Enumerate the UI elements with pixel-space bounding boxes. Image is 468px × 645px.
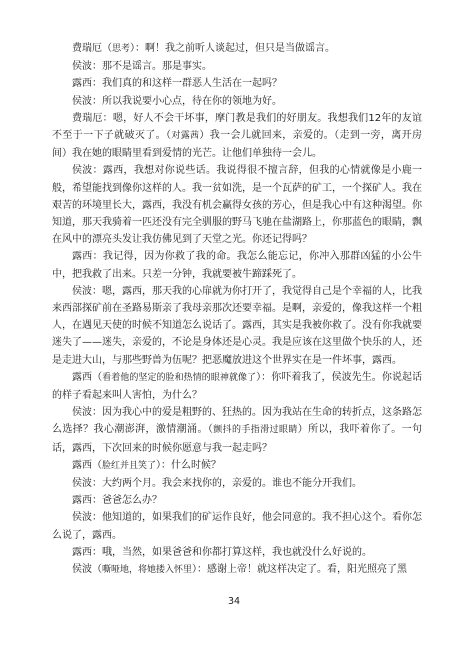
stage-direction: 对露茜 [171,131,200,142]
dialogue-paragraph [52,457,422,475]
dialogue-paragraph [52,93,422,110]
dialogue-text: 侯波：他知道的，如果我们的矿运作良好，他会同意的。我不担心这个。看你怎么说了，露西。 [52,512,422,541]
dialogue-paragraph [52,110,422,163]
stage-direction: 看着他的坚定的脸和热情的眼神就像了 [102,372,257,383]
dialogue-text: 侯波：露西，我想对你说些话。我说得很不擅言辞，但我的心情就像是小鹿一般，希望能找到像你这样的人。我一贫如洗，是一个瓦萨的矿工，一个探矿人。我在艰苦的环境里长大，露西，我没有机会赢得女孩的芳心，但是我心中有这种渴望。你知道，那天我骑着一匹还没有完全驯服的野马飞驰在盐湖路上，你那蓝色的眼睛，飘在风中的漂亮头发让我仿佛见到了天堂之光。你还记得吗？ [52,165,422,246]
dialogue-text: ）所以，我吓着你了。一句话，露西，下次回来的时候你愿意与我一起走吗？ [52,424,422,454]
dialogue-text: ）：什么时候？ [156,459,222,471]
dialogue-text: 侯波：嗯，露西，那天我的心扉就为你打开了，我觉得自己是个幸福的人，比我来西部探矿前在圣路易斯亲了我母亲那次还要幸福。是啊，亲爱的，像我这样一个粗人，在遇见天使的时候不知道怎么说话了。露西，其实是我被你救了。没有你我就要迷失了——迷失，亲爱的，不论是身体还是心灵。我是应该在这里做个快乐的人，还是走进大山，与那些野兽为伍呢？把恶魔放进这个世界实在是一件坏事，露西。 [52,285,422,366]
dialogue-text: ）我一会儿就回来，亲爱的。（走到一旁，离开房间）我在她的眼睛里看到爱情的光芒。让他们单独待一会儿。 [52,130,422,160]
dialogue-paragraph [52,75,422,92]
dialogue-paragraph [52,561,422,579]
dialogue-text: 侯波：所以我说要小心点，待在你的领地为好。 [72,95,282,107]
dialogue-text: 费瑞厄：嗯，好人不会干坏事，摩门教是我们的好朋友。我想我们12年的友谊不至于一下子就破灭了。（ [52,112,422,142]
page-number: 34 [227,596,241,607]
dialogue-text: 露西（ [72,371,103,383]
dialogue-paragraph [52,283,422,369]
dialogue-text: 侯波：因为我心中的爱是粗野的、狂热的。因为我站在生命的转折点，这条路怎么选择？我心潮澎湃，激情潮涌。（ [52,407,422,436]
stage-direction: 脸红并且笑了 [102,460,157,471]
dialogue-text: 露西：我们真的和这样一群恶人生活在一起吗？ [72,78,282,90]
dialogue-paragraph [52,509,422,543]
script-text [52,40,422,579]
dialogue-text: 露西：我记得，因为你救了我的命。我怎么能忘记，你冲入那群凶猛的小公牛中，把我救了出来。只差一分钟，我就要被牛蹄踩死了。 [52,251,422,280]
dialogue-text: 露西：哦，当然，如果爸爸和你都打算这样，我也就没什么好说的。 [72,546,372,558]
dialogue-text: 露西：爸爸怎么办？ [72,495,162,507]
dialogue-text: ）：啊！我之前听人谈起过，但只是当做谣言。 [130,43,336,54]
dialogue-paragraph [52,369,422,404]
dialogue-text: 侯波（ [72,564,102,576]
dialogue-text: 侯波：那不是谣言。那是事实。 [72,61,212,73]
dialogue-text: 露西（ [72,459,102,471]
dialogue-paragraph [52,475,422,492]
stage-direction: 嘶哑地，将她搂入怀里 [102,565,193,576]
dialogue-paragraph [52,248,422,282]
dialogue-paragraph [52,58,422,75]
dialogue-paragraph [52,162,422,248]
dialogue-text: ）：感谢上帝！就这样决定了。看，阳光照亮了黑 [192,564,408,576]
dialogue-paragraph [52,40,422,58]
dialogue-paragraph [52,492,422,509]
stage-direction: 颤抖的手指滑过眼睛 [213,425,298,436]
stage-direction: 思考 [112,44,131,54]
dialogue-paragraph [52,404,422,457]
dialogue-text: 侯波：大约两个月。我会来找你的，亲爱的。谁也不能分开我们。 [72,478,362,490]
dialogue-paragraph [52,544,422,561]
dialogue-text: 费瑞厄（ [72,43,112,54]
dialogue-text: ）：你吓着我了，侯波先生。你说起话的样子看起来叫人害怕，为什么？ [52,371,423,402]
